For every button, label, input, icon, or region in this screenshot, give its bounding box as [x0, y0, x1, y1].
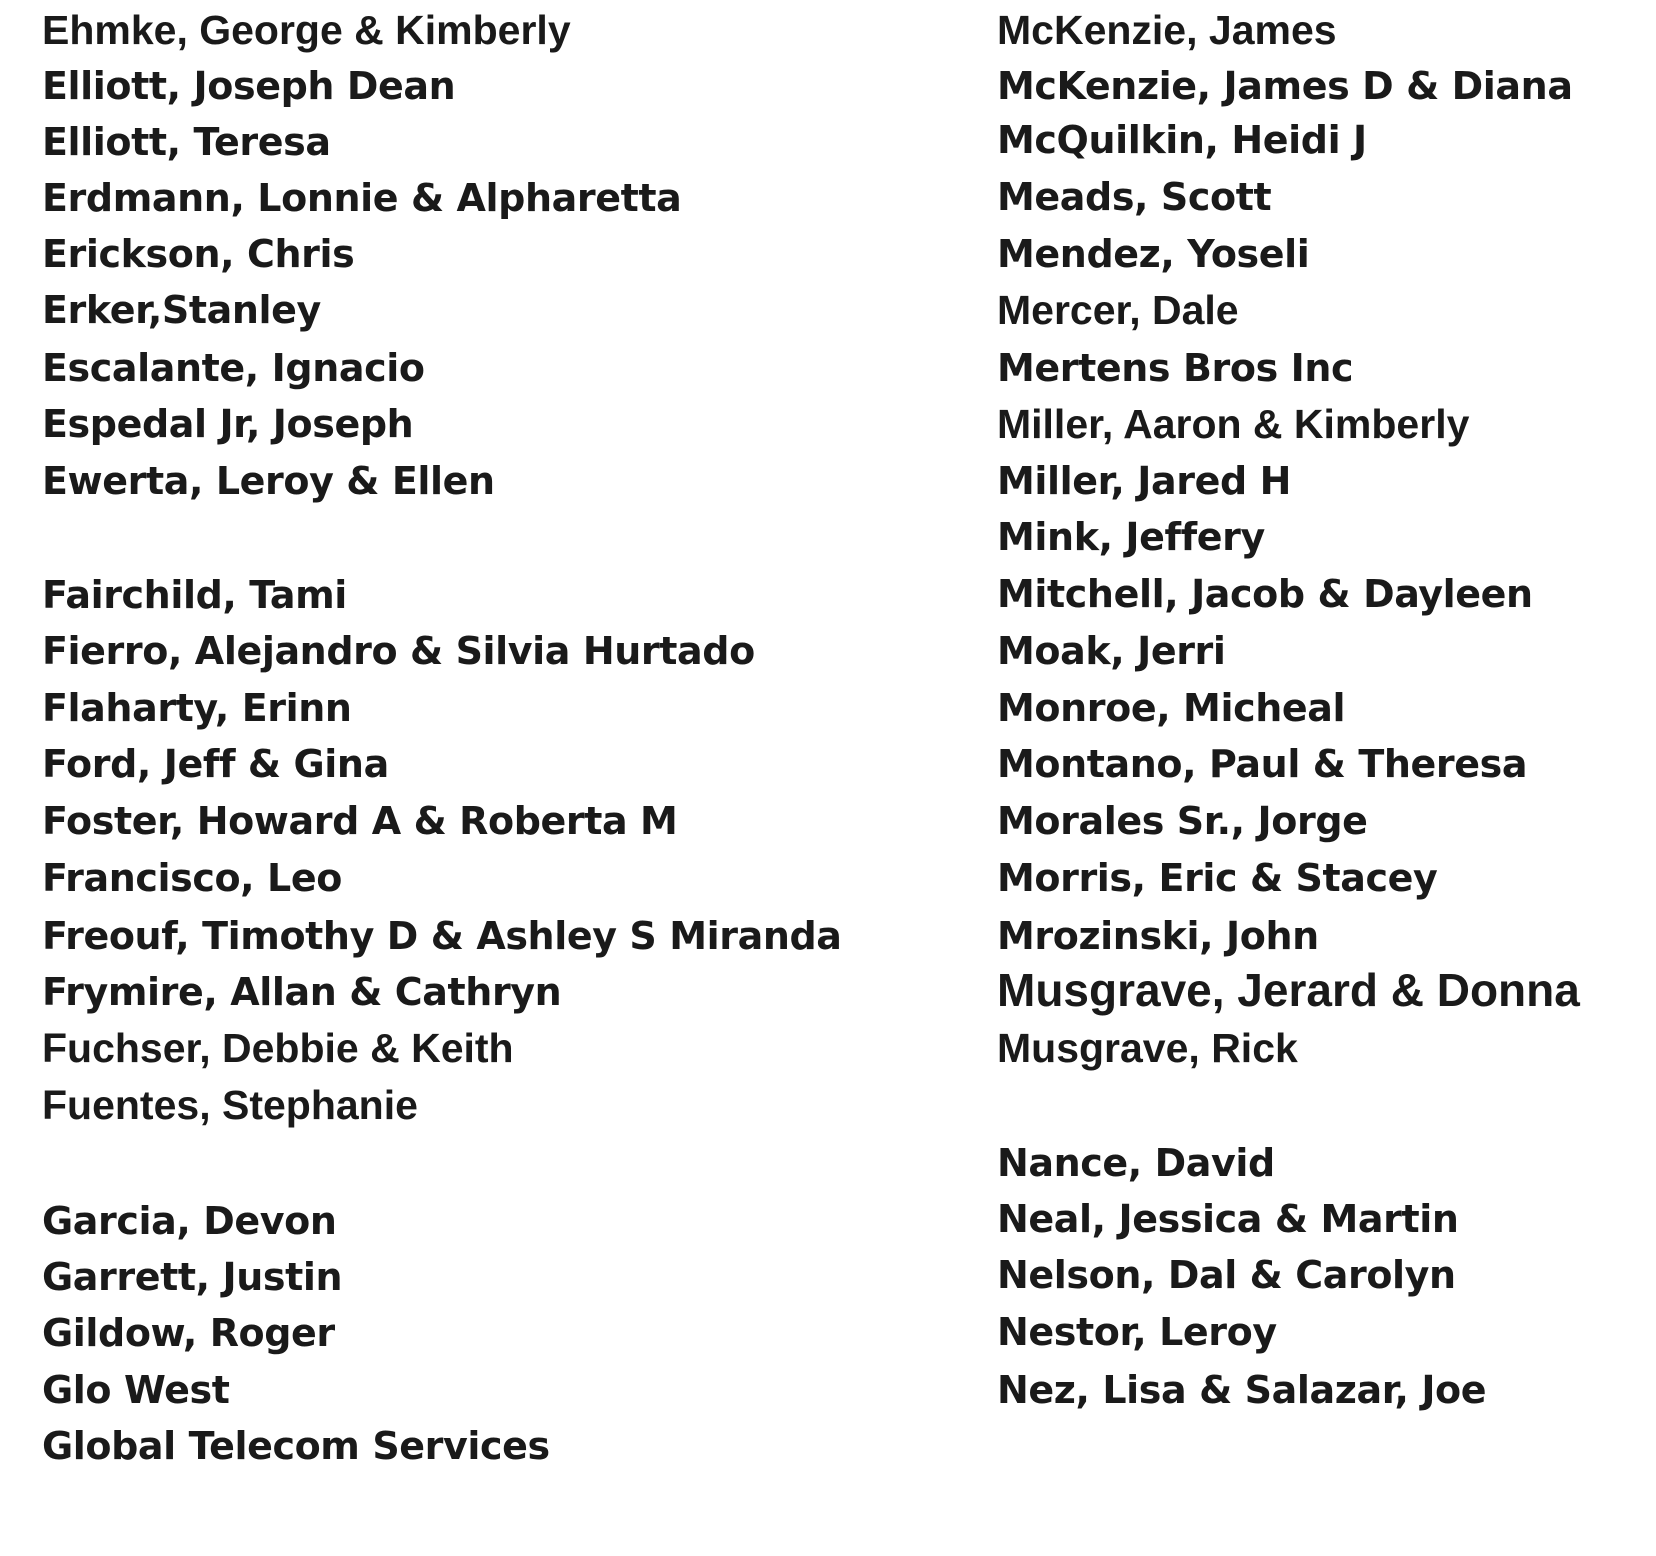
name-entry-mcquilkin-heidi-j: McQuilkin, Heidi J [997, 118, 1367, 162]
name-entry-nelson-dal-carolyn: Nelson, Dal & Carolyn [997, 1253, 1456, 1297]
name-entry-elliott-joseph-dean: Elliott, Joseph Dean [42, 64, 456, 108]
name-entry-mertens-bros-inc: Mertens Bros Inc [997, 346, 1354, 390]
name-entry-ford-jeff-gina: Ford, Jeff & Gina [42, 742, 389, 786]
name-entry-mrozinski-john: Mrozinski, John [997, 914, 1319, 958]
name-entry-erker-stanley: Erker,Stanley [42, 288, 321, 332]
name-entry-mckenzie-james-d-diana: McKenzie, James D & Diana [997, 64, 1573, 108]
name-entry-mckenzie-james: McKenzie, James [997, 7, 1337, 53]
name-entry-neal-jessica-martin: Neal, Jessica & Martin [997, 1197, 1459, 1241]
name-entry-musgrave-rick: Musgrave, Rick [997, 1025, 1298, 1071]
name-entry-meads-scott: Meads, Scott [997, 175, 1272, 219]
name-entry-fairchild-tami: Fairchild, Tami [42, 573, 347, 617]
name-entry-fuentes-stephanie: Fuentes, Stephanie [42, 1082, 418, 1128]
name-entry-garcia-devon: Garcia, Devon [42, 1199, 337, 1243]
name-entry-montano-paul-theresa: Montano, Paul & Theresa [997, 742, 1528, 786]
name-entry-musgrave-jerard-donna: Musgrave, Jerard & Donna [997, 964, 1580, 1016]
name-entry-glo-west: Glo West [42, 1368, 230, 1412]
name-entry-mercer-dale: Mercer, Dale [997, 287, 1239, 333]
name-entry-espedal-jr-joseph: Espedal Jr, Joseph [42, 402, 414, 446]
name-entry-global-telecom-services: Global Telecom Services [42, 1424, 550, 1468]
name-entry-frymire-allan-cathryn: Frymire, Allan & Cathryn [42, 970, 562, 1014]
name-entry-escalante-ignacio: Escalante, Ignacio [42, 346, 425, 390]
name-entry-morales-sr-jorge: Morales Sr., Jorge [997, 799, 1368, 843]
name-entry-fierro-alejandro-silvia-hurtado: Fierro, Alejandro & Silvia Hurtado [42, 629, 755, 673]
name-entry-miller-aaron-kimberly: Miller, Aaron & Kimberly [997, 401, 1470, 447]
name-entry-erdmann-lonnie-alpharetta: Erdmann, Lonnie & Alpharetta [42, 176, 682, 220]
name-entry-fuchser-debbie-keith: Fuchser, Debbie & Keith [42, 1025, 514, 1071]
name-entry-mendez-yoseli: Mendez, Yoseli [997, 232, 1310, 276]
name-entry-gildow-roger: Gildow, Roger [42, 1311, 335, 1355]
name-entry-elliott-teresa: Elliott, Teresa [42, 120, 331, 164]
name-entry-freouf-timothy-d-ashley-s-miranda: Freouf, Timothy D & Ashley S Miranda [42, 914, 842, 958]
name-entry-nez-lisa-salazar-joe: Nez, Lisa & Salazar, Joe [997, 1368, 1487, 1412]
name-entry-nance-david: Nance, David [997, 1141, 1275, 1185]
name-entry-monroe-micheal: Monroe, Micheal [997, 686, 1346, 730]
name-entry-francisco-leo: Francisco, Leo [42, 856, 342, 900]
name-entry-foster-howard-a-roberta-m: Foster, Howard A & Roberta M [42, 799, 678, 843]
name-entry-mitchell-jacob-dayleen: Mitchell, Jacob & Dayleen [997, 572, 1533, 616]
name-entry-ewerta-leroy-ellen: Ewerta, Leroy & Ellen [42, 459, 495, 503]
name-entry-moak-jerri: Moak, Jerri [997, 629, 1226, 673]
name-entry-mink-jeffery: Mink, Jeffery [997, 515, 1265, 559]
name-entry-nestor-leroy: Nestor, Leroy [997, 1310, 1277, 1354]
name-entry-flaharty-erinn: Flaharty, Erinn [42, 686, 352, 730]
name-entry-erickson-chris: Erickson, Chris [42, 232, 355, 276]
name-entry-miller-jared-h: Miller, Jared H [997, 459, 1292, 503]
name-entry-garrett-justin: Garrett, Justin [42, 1255, 343, 1299]
name-entry-morris-eric-stacey: Morris, Eric & Stacey [997, 856, 1438, 900]
name-entry-ehmke-george-kimberly: Ehmke, George & Kimberly [42, 7, 571, 53]
